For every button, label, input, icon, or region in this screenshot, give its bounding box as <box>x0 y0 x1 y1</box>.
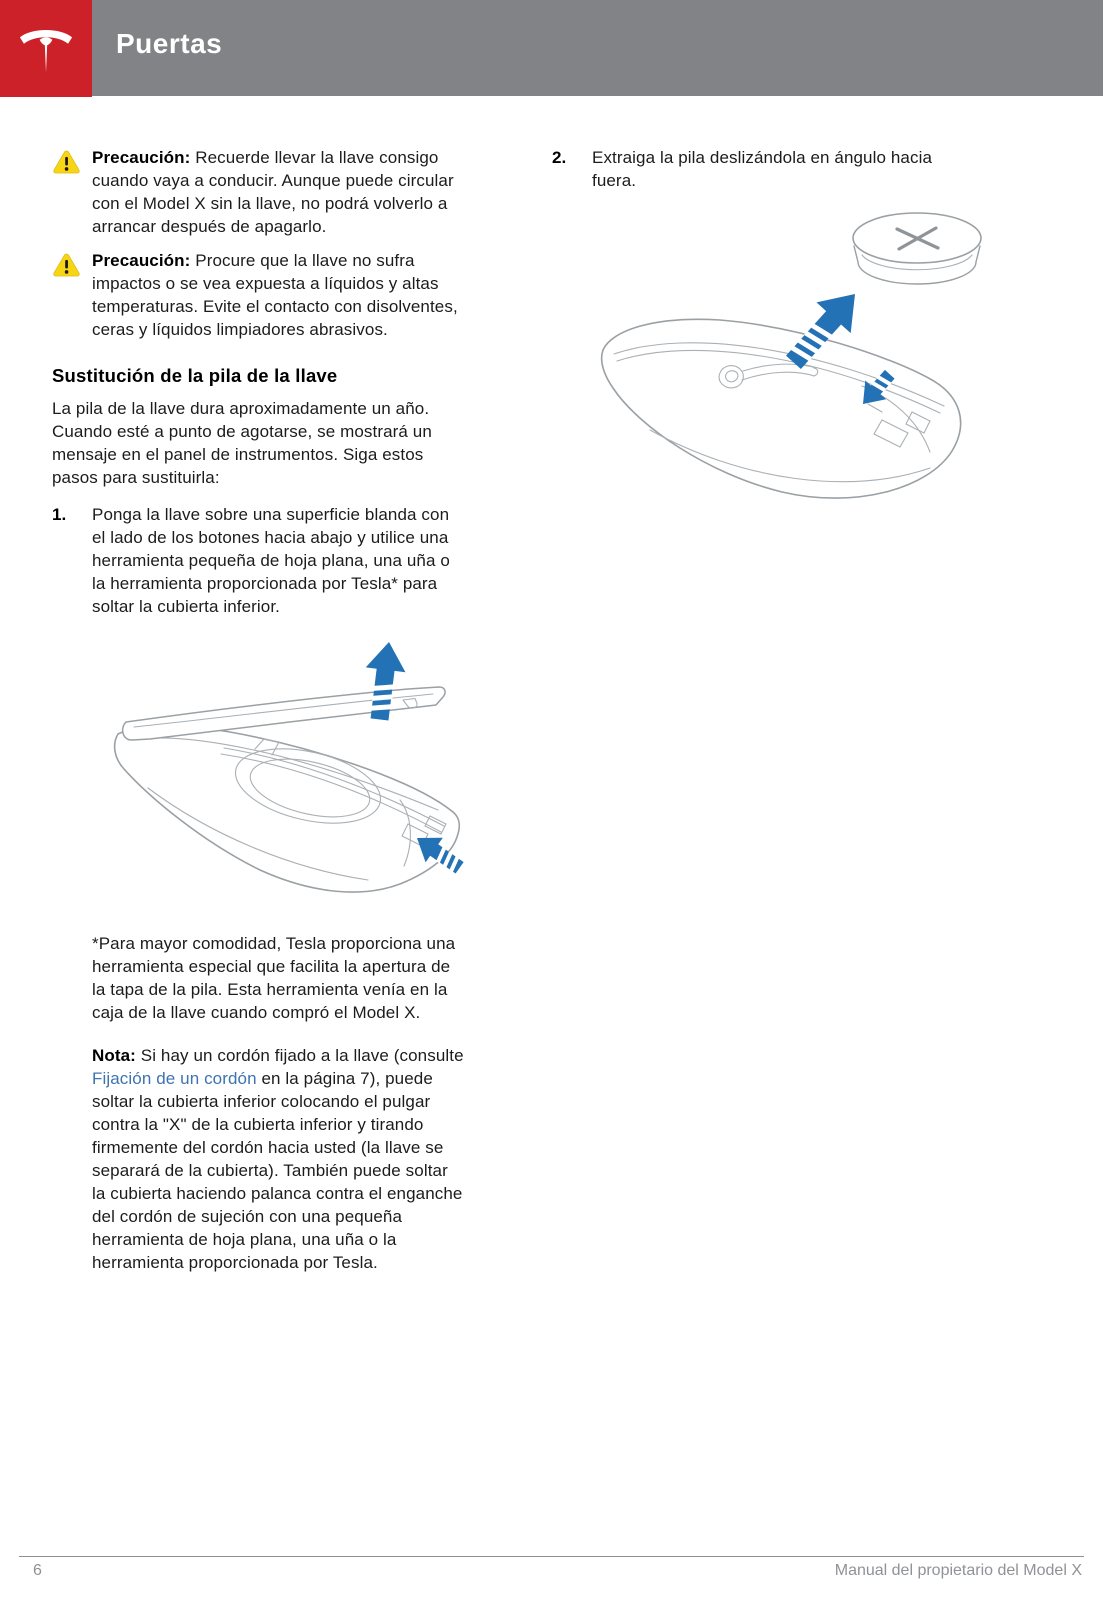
page-title: Puertas <box>116 28 223 59</box>
step-number: 1. <box>52 505 67 524</box>
caution-block-1 <box>52 146 517 238</box>
warning-icon <box>52 249 92 341</box>
step-2 <box>552 146 1022 192</box>
footer-divider <box>19 1556 1084 1557</box>
key-fob-cover-removal-illustration <box>108 628 480 906</box>
caution-block-2 <box>52 249 517 341</box>
caution-text-1: Precaución: Recuerde llevar la llave consigo cuando vaya a conducir. Aunque puede circular con el Model X sin la llave, no podrá volverlo a arrancar después de apagarlo. <box>92 148 454 236</box>
caution-label: Precaución: <box>92 148 191 167</box>
footer-page-number: 6 <box>33 1562 42 1579</box>
battery-removal-illustration <box>600 208 1010 528</box>
figure-battery-removal <box>600 208 1022 528</box>
coin-battery <box>853 213 981 284</box>
step-1-text: Ponga la llave sobre una superficie blanda con el lado de los botones hacia abajo y utilice una herramienta pequeña de hoja plana, una uña o la herramienta proporcionada por Tesla* para soltar la cubierta inferior. <box>92 505 450 616</box>
cross-reference-link[interactable]: Fijación de un cordón <box>92 1069 257 1088</box>
left-column <box>52 146 517 1274</box>
intro-paragraph: La pila de la llave dura aproximadamente un año. Cuando esté a punto de agotarse, se mostrará un mensaje en el panel de instrumentos. Siga estos pasos para sustituirla: <box>52 399 432 487</box>
note-label: Nota: <box>92 1046 136 1065</box>
step-1 <box>52 503 517 618</box>
key-fob-body <box>602 319 961 498</box>
figure-key-cover-removal <box>108 628 517 906</box>
tesla-logo-icon <box>17 18 75 80</box>
warning-triangle-icon <box>52 251 81 278</box>
footer-manual-title: Manual del propietario del Model X <box>834 1562 1082 1579</box>
warning-icon <box>52 146 92 238</box>
caution-text-2: Precaución: Procure que la llave no sufra impactos o se vea expuesta a líquidos y altas temperaturas. Evite el contacto con disolventes, ceras y líquidos limpiadores abrasivos. <box>92 251 458 339</box>
step-2-text: Extraiga la pila deslizándola en ángulo hacia fuera. <box>592 148 933 190</box>
tesla-logo-box <box>0 0 92 97</box>
key-fob-bottom-cover <box>123 687 445 740</box>
step-number: 2. <box>552 148 567 167</box>
caution-label: Precaución: <box>92 251 191 270</box>
right-column <box>552 146 1022 528</box>
key-fob-body <box>115 727 460 892</box>
warning-triangle-icon <box>52 148 81 175</box>
note-paragraph: Nota: Si hay un cordón fijado a la llave (consulte Fijación de un cordón en la página 7), puede soltar la cubierta inferior colocando el pulgar contra la "X" de la cubierta inferior y tirando firmemente del cordón hacia usted (la llave se separará de la cubierta). También puede soltar la cubierta haciendo palanca contra el enganche del cordón de sujeción con una pequeña herramienta de hoja plana, una uña o la herramienta proporcionada por Tesla. <box>92 1046 464 1272</box>
footnote-paragraph: *Para mayor comodidad, Tesla proporciona una herramienta especial que facilita la apertura de la tapa de la pila. Esta herramienta venía en la caja de la llave cuando compró el Model X. <box>92 934 456 1022</box>
section-heading: Sustitución de la pila de la llave <box>52 365 338 386</box>
